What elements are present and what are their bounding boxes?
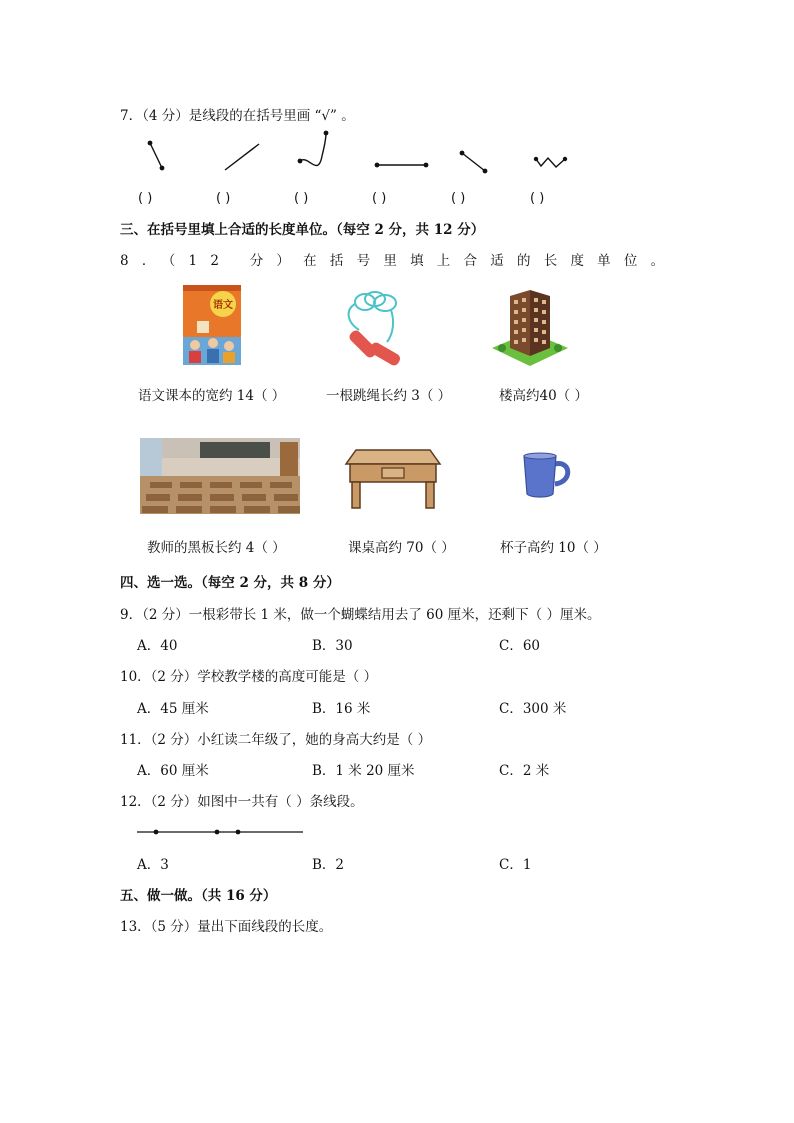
section-4-heading: 四、选一选。（每空 2 分，共 8 分） — [120, 575, 340, 591]
desk-icon — [346, 450, 440, 510]
q8-item-4-label: 教师的黑板长约 4（ ） — [147, 540, 286, 556]
q9-option-a[interactable]: A．40 — [137, 638, 178, 654]
q10-option-b[interactable]: B．16 米 — [312, 701, 371, 717]
q8-prompt: 8．（12 分）在括号里填上合适的长度单位。 — [120, 253, 678, 269]
q8-item-3-label: 楼高约40（ ） — [499, 388, 588, 404]
q7-answer-paren-4[interactable]: ( ) — [372, 191, 387, 206]
q10-option-a[interactable]: A．45 厘米 — [137, 701, 209, 717]
classroom-icon — [140, 438, 300, 514]
q12-option-b[interactable]: B．2 — [312, 857, 345, 873]
figure-2-line-icon — [225, 144, 259, 170]
q7-prompt: 7．（4 分）是线段的在括号里画 “√” 。 — [120, 108, 355, 124]
q7-answer-paren-6[interactable]: ( ) — [530, 191, 545, 206]
q11-option-b[interactable]: B．1 米 20 厘米 — [312, 763, 415, 779]
figure-4-segment-icon — [375, 163, 429, 168]
chinese-textbook-icon — [183, 285, 241, 365]
figure-5-segment-icon — [460, 151, 488, 174]
q11-option-c[interactable]: C．2 米 — [499, 763, 550, 779]
q12-option-c[interactable]: C．1 — [499, 857, 532, 873]
q9-prompt: 9．（2 分）一根彩带长 1 米，做一个蝴蝶结用去了 60 厘米，还剩下（ ）厘米。 — [120, 607, 601, 623]
section-3-heading: 三、在括号里填上合适的长度单位。（每空 2 分，共 12 分） — [120, 222, 485, 238]
q11-prompt: 11．（2 分）小红读二年级了，她的身高大约是（ ） — [120, 732, 432, 748]
book-title: 语文 — [213, 300, 233, 311]
q13-prompt: 13．（5 分）量出下面线段的长度。 — [120, 919, 333, 935]
jump-rope-icon — [335, 290, 415, 370]
cup-icon — [521, 452, 575, 498]
q7-answer-paren-2[interactable]: ( ) — [216, 191, 231, 206]
q12-prompt: 12．（2 分）如图中一共有（ ）条线段。 — [120, 794, 364, 810]
q12-line-figure — [137, 828, 307, 838]
q7-answer-paren-1[interactable]: ( ) — [138, 191, 153, 206]
q12-option-a[interactable]: A．3 — [137, 857, 169, 873]
q9-option-c[interactable]: C．60 — [499, 638, 541, 654]
q10-prompt: 10．（2 分）学校教学楼的高度可能是（ ） — [120, 669, 378, 685]
q7-answer-paren-3[interactable]: ( ) — [294, 191, 309, 206]
q7-figures — [0, 128, 794, 208]
q9-option-b[interactable]: B．30 — [312, 638, 353, 654]
section-5-heading: 五、做一做。（共 16 分） — [120, 888, 277, 904]
q10-option-c[interactable]: C．300 米 — [499, 701, 567, 717]
q8-item-2-label: 一根跳绳长约 3（ ） — [326, 388, 452, 404]
q8-item-5-label: 课桌高约 70（ ） — [348, 540, 455, 556]
q7-answer-paren-5[interactable]: ( ) — [451, 191, 466, 206]
q11-option-a[interactable]: A．60 厘米 — [137, 763, 209, 779]
figure-6-zigzag-icon — [534, 157, 567, 167]
figure-3-curve-icon — [298, 131, 329, 166]
figure-1-segment-icon — [148, 141, 165, 171]
q8-item-1-label: 语文课本的宽约 14（ ） — [138, 388, 286, 404]
q8-item-6-label: 杯子高约 10（ ） — [500, 540, 607, 556]
building-icon — [492, 288, 568, 368]
